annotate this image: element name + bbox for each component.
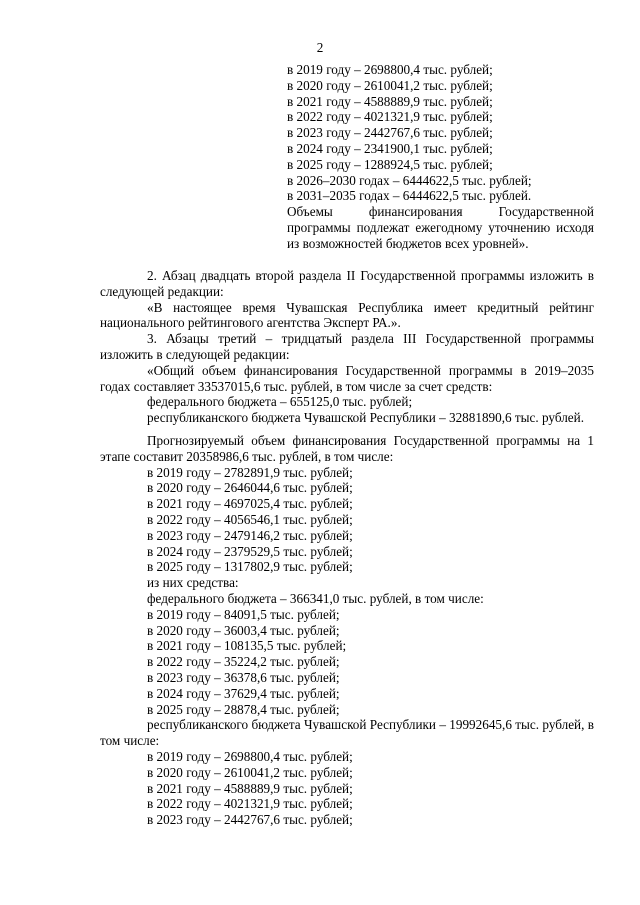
federal-year-line: в 2022 году – 35224,2 тыс. рублей; [147,654,340,670]
stage1-year-line: в 2021 году – 4697025,4 тыс. рублей; [147,496,353,512]
federal-year-line: в 2021 году – 108135,5 тыс. рублей; [147,638,347,654]
year-line: в 2023 году – 2442767,6 тыс. рублей; [287,125,493,141]
republic-year-line: в 2021 году – 4588889,9 тыс. рублей; [147,780,353,796]
item2-intro: 2. Абзац двадцать второй раздела II Государственной программы изложить в следующей редакции: [100,268,594,299]
republic-stage1-paragraph: республиканского бюджета Чувашской Республики – 19992645,6 тыс. рублей, в том числе: [100,717,594,749]
federal-year-line: в 2019 году – 84091,5 тыс. рублей; [147,606,340,622]
total-financing-paragraph: «Общий объем финансирования Государственной программы в 2019–2035 годах составляет 33537015,6 тыс. рублей, в том числе за счет средств: [100,362,594,394]
stage1-year-line: в 2020 году – 2646044,6 тыс. рублей; [147,480,353,496]
item3-intro: 3. Абзацы третий – тридцатый раздела III Государственной программы изложить в следующей редакции: [100,331,594,362]
year-line: в 2022 году – 4021321,9 тыс. рублей; [287,109,493,125]
stage1-year-line: в 2025 году – 1317802,9 тыс. рублей; [147,559,353,575]
republic-year-line: в 2020 году – 2610041,2 тыс. рублей; [147,764,353,780]
federal-year-line: в 2024 году – 37629,4 тыс. рублей; [147,685,340,701]
republic-year-line: в 2019 году – 2698800,4 тыс. рублей; [147,748,353,764]
item2-quote: «В настоящее время Чувашская Республика имеет кредитный рейтинг национального рейтингового агентства Эксперт РА.». [100,299,594,331]
republic-year-line: в 2022 году – 4021321,9 тыс. рублей; [147,796,353,812]
federal-year-line: в 2023 году – 36378,6 тыс. рублей; [147,669,340,685]
financing-years-block [287,62,594,252]
republic-year-line: в 2023 году – 2442767,6 тыс. рублей; [147,812,353,828]
federal-budget-line: федерального бюджета – 655125,0 тыс. рублей; [147,394,413,410]
federal-year-line: в 2020 году – 36003,4 тыс. рублей; [147,622,340,638]
stage1-year-line: в 2024 году – 2379529,5 тыс. рублей; [147,543,353,559]
year-line: в 2024 году – 2341900,1 тыс. рублей; [287,140,493,156]
federal-year-line: в 2025 году – 28878,4 тыс. рублей; [147,701,340,717]
page-number: 2 [316,40,324,55]
year-line: в 2021 году – 4588889,9 тыс. рублей; [287,93,493,109]
of-them-line: из них средства: [147,575,239,591]
year-line: в 2019 году – 2698800,4 тыс. рублей; [287,62,493,77]
year-line: в 2031–2035 годах – 6444622,5 тыс. рублей. [287,188,532,204]
closing-paragraph: Объемы финансирования Государственной программы подлежат ежегодному уточнению исходя из возможностей бюджетов всех уровней». [287,204,594,251]
year-line: в 2025 году – 1288924,5 тыс. рублей; [287,156,493,172]
year-line: в 2026–2030 годах – 6444622,5 тыс. рублей; [287,172,532,188]
stage1-year-line: в 2023 году – 2479146,2 тыс. рублей; [147,527,353,543]
stage1-year-line: в 2019 году – 2782891,9 тыс. рублей; [147,464,353,480]
main-text [100,268,594,828]
stage1-paragraph: Прогнозируемый объем финансирования Государственной программы на 1 этапе составит 20358986,6 тыс. рублей, в том числе: [100,432,594,464]
stage1-year-line: в 2022 году – 4056546,1 тыс. рублей; [147,511,353,527]
federal-stage1-line: федерального бюджета – 366341,0 тыс. рублей, в том числе: [147,590,484,606]
year-line: в 2020 году – 2610041,2 тыс. рублей; [287,77,493,93]
republic-budget-line: республиканского бюджета Чувашской Республики – 32881890,6 тыс. рублей. [147,410,584,426]
